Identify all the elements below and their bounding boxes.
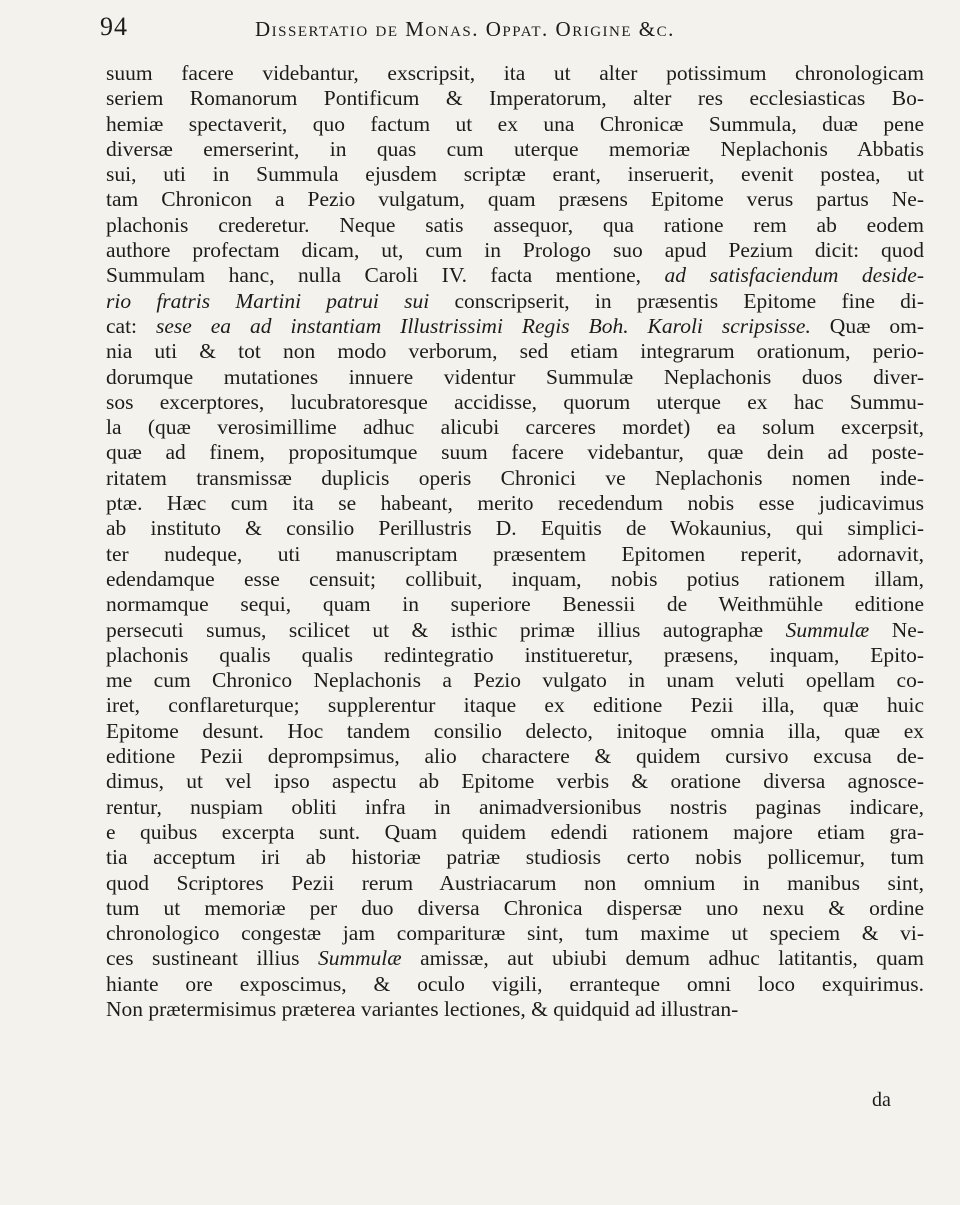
text-span: Summulam hanc, nulla Caroli IV. facta mentione, bbox=[106, 263, 665, 288]
page-number: 94 bbox=[100, 12, 128, 41]
text-span: Epitome desunt. Hoc tandem consilio delecto, initoque omnia illa, quæ ex bbox=[106, 718, 924, 743]
italic-span: rio fratris Martini patrui sui bbox=[106, 288, 430, 313]
text-line bbox=[106, 314, 924, 339]
text-span: ab instituto & consilio Perillustris D. Equitis de Wokaunius, qui simplici- bbox=[106, 516, 924, 541]
text-line bbox=[106, 137, 924, 162]
text-span: amissæ, aut ubiubi demum adhuc latitantis, quam bbox=[401, 946, 924, 971]
text-line bbox=[106, 618, 924, 643]
text-span: ptæ. Hæc cum ita se habeant, merito recedendum nobis esse judicavimus bbox=[106, 491, 924, 516]
italic-span: ad satisfaciendum deside- bbox=[664, 263, 924, 288]
text-span: persecuti sumus, scilicet ut & isthic primæ illius autographæ bbox=[106, 617, 786, 642]
text-line bbox=[106, 187, 924, 212]
text-span: hemiæ spectaverit, quo factum ut ex una Chronicæ Summula, duæ pene bbox=[106, 111, 924, 136]
text-span: quæ ad finem, propositumque suum facere videbantur, quæ dein ad poste- bbox=[106, 440, 924, 465]
text-line bbox=[106, 390, 924, 415]
text-span: la (quæ verosimillime adhuc alicubi carceres mordet) ea solum excerpsit, bbox=[106, 415, 924, 440]
text-span: dorumque mutationes innuere videntur Summulæ Neplachonis duos diver- bbox=[106, 364, 924, 389]
text-line bbox=[106, 820, 924, 845]
text-span: editione Pezii deprompsimus, alio charactere & quidem cursivo excusa de- bbox=[106, 744, 924, 769]
text-span: tum ut memoriæ per duo diversa Chronica dispersæ uno nexu & ordine bbox=[106, 895, 924, 920]
text-span: ritatem transmissæ duplicis operis Chronici ve Neplachonis nomen inde- bbox=[106, 465, 924, 490]
italic-span: Summulæ bbox=[317, 946, 402, 971]
text-span: conscripserit, in præsentis Epitome fine di- bbox=[429, 288, 924, 313]
text-line bbox=[106, 61, 924, 86]
text-span: quod Scriptores Pezii rerum Austriacarum non omnium in manibus sint, bbox=[106, 870, 924, 895]
text-line bbox=[106, 921, 924, 946]
text-span: Quæ om- bbox=[810, 313, 924, 338]
text-line bbox=[106, 845, 924, 870]
text-line bbox=[106, 946, 924, 971]
text-span: sos excerptores, lucubratoresque accidisse, quorum uterque ex hac Summu- bbox=[106, 389, 924, 414]
text-line bbox=[106, 440, 924, 465]
text-line bbox=[106, 668, 924, 693]
text-span: tia acceptum iri ab historiæ patriæ studiosis certo nobis pollicemur, tum bbox=[106, 845, 924, 870]
text-line bbox=[106, 516, 924, 541]
text-span: rentur, nuspiam obliti infra in animadversionibus nostris paginas indicare, bbox=[106, 794, 924, 819]
text-span: Ne- bbox=[869, 617, 924, 642]
catchword: da bbox=[872, 1089, 891, 1111]
text-line bbox=[106, 542, 924, 567]
text-span: dimus, ut vel ipso aspectu ab Epitome verbis & oratione diversa agnosce- bbox=[106, 769, 924, 794]
text-line bbox=[106, 238, 924, 263]
text-span: nia uti & tot non modo verborum, sed etiam integrarum orationum, perio- bbox=[106, 339, 924, 364]
text-span: me cum Chronico Neplachonis a Pezio vulgato in unam veluti opellam co- bbox=[106, 668, 924, 693]
text-span: tam Chronicon a Pezio vulgatum, quam præsens Epitome verus partus Ne- bbox=[106, 187, 924, 212]
text-line bbox=[106, 263, 924, 288]
body-text bbox=[106, 61, 924, 1022]
text-line bbox=[106, 491, 924, 516]
text-line bbox=[106, 896, 924, 921]
text-line bbox=[106, 567, 924, 592]
text-span: e quibus excerpta sunt. Quam quidem edendi rationem majore etiam gra- bbox=[106, 819, 924, 844]
text-span: diversæ emerserint, in quas cum uterque memoriæ Neplachonis Abbatis bbox=[106, 136, 924, 161]
italic-span: sese ea ad instantiam Illustrissimi Regis Boh. Karoli scripsisse. bbox=[155, 313, 811, 338]
text-line bbox=[106, 415, 924, 440]
page-header bbox=[100, 8, 900, 42]
text-line bbox=[106, 744, 924, 769]
running-head: Dissertatio de Monas. Oppat. Origine &c. bbox=[255, 17, 675, 41]
text-line bbox=[106, 466, 924, 491]
text-line bbox=[106, 871, 924, 896]
text-line bbox=[106, 213, 924, 238]
text-span: iret, conflareturque; supplerentur itaque ex editione Pezii illa, quæ huic bbox=[106, 693, 924, 718]
text-line bbox=[106, 643, 924, 668]
text-line bbox=[106, 162, 924, 187]
text-span: plachonis qualis qualis redintegratio institueretur, præsens, inquam, Epito- bbox=[106, 642, 924, 667]
text-line bbox=[106, 719, 924, 744]
text-line bbox=[106, 592, 924, 617]
text-line bbox=[106, 769, 924, 794]
text-line bbox=[106, 112, 924, 137]
text-span: edendamque esse censuit; collibuit, inquam, nobis potius rationem illam, bbox=[106, 566, 924, 591]
text-line bbox=[106, 86, 924, 111]
text-line bbox=[106, 795, 924, 820]
text-span: normamque sequi, quam in superiore Benessii de Weithmühle editione bbox=[106, 592, 924, 617]
text-span: authore profectam dicam, ut, cum in Prologo suo apud Pezium dicit: quod bbox=[106, 238, 924, 263]
text-span: ces sustineant illius bbox=[106, 946, 318, 971]
text-span: chronologico congestæ jam comparituræ sint, tum maxime ut speciem & vi- bbox=[106, 921, 924, 946]
text-span: sui, uti in Summula ejusdem scriptæ erant, inseruerit, evenit postea, ut bbox=[106, 162, 924, 187]
text-span: suum facere videbantur, exscripsit, ita ut alter potissimum chronologicam bbox=[106, 61, 924, 85]
text-line bbox=[106, 997, 924, 1022]
text-span: Non prætermisimus præterea variantes lectiones, & quidquid ad illustran- bbox=[106, 996, 739, 1021]
text-line bbox=[106, 339, 924, 364]
italic-span: Summulæ bbox=[785, 617, 870, 642]
text-span: hiante ore exposcimus, & oculo vigili, erranteque omni loco exquirimus. bbox=[106, 971, 924, 996]
text-span: plachonis crederetur. Neque satis assequor, qua ratione rem ab eodem bbox=[106, 212, 924, 237]
text-span: ter nudeque, uti manuscriptam præsentem Epitomen reperit, adornavit, bbox=[106, 541, 924, 566]
text-span: cat: bbox=[106, 313, 156, 338]
text-line bbox=[106, 289, 924, 314]
text-span: seriem Romanorum Pontificum & Imperatorum, alter res ecclesiasticas Bo- bbox=[106, 86, 924, 111]
text-line bbox=[106, 693, 924, 718]
text-line bbox=[106, 972, 924, 997]
text-line bbox=[106, 365, 924, 390]
